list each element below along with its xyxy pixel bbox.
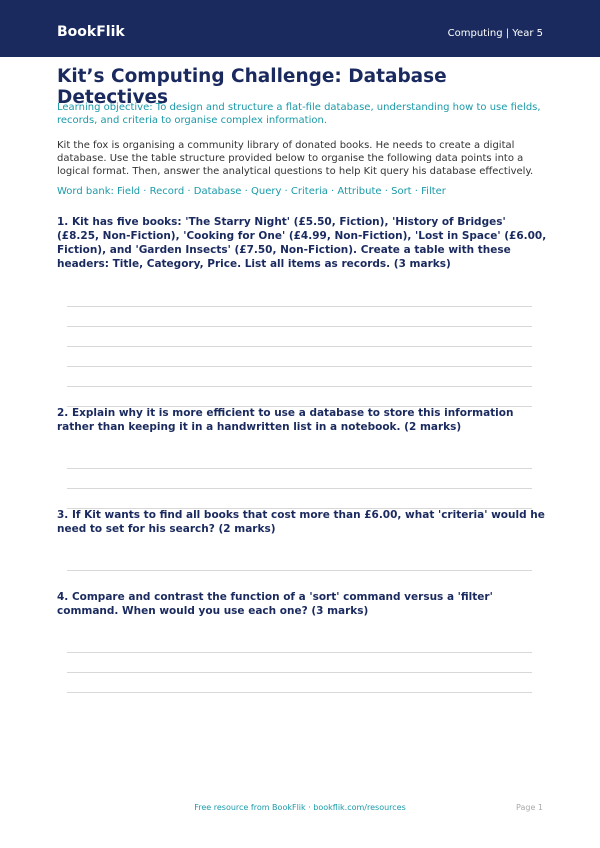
- answer-line-4-1[interactable]: [67, 652, 532, 653]
- word-bank: Word bank: Field · Record · Database · Query · Criteria · Attribute · Sort · Filter: [57, 186, 446, 197]
- subject-label: Computing | Year 5: [447, 28, 543, 39]
- answer-line-1-3[interactable]: [67, 346, 532, 347]
- answer-line-1-5[interactable]: [67, 386, 532, 387]
- answer-line-1-4[interactable]: [67, 366, 532, 367]
- page-title: Kit’s Computing Challenge: Database Detectives: [57, 66, 447, 108]
- answer-line-4-2[interactable]: [67, 672, 532, 673]
- answer-line-3-1[interactable]: [67, 570, 532, 571]
- answer-line-2-1[interactable]: [67, 468, 532, 469]
- page-number: Page 1: [516, 803, 543, 812]
- question-4: 4. Compare and contrast the function of a 'sort' command versus a 'filter' command. When would you use each one? (3 marks): [57, 591, 493, 617]
- answer-line-2-2[interactable]: [67, 488, 532, 489]
- question-2: 2. Explain why it is more efficient to use a database to store this information rather than keeping it in a handwritten list in a notebook. (2 marks): [57, 407, 514, 433]
- brand-logo: BookFlik: [57, 24, 125, 40]
- question-1: 1. Kit has five books: 'The Starry Night' (£5.50, Fiction), 'History of Bridges' (£8.25, Non-Fiction), 'Cooking for One' (£4.99, Non-Fiction), 'Lost in Space' (£6.00, Fiction), and 'Garden Insects' (£7.50, Non-Fiction). Create a table with these headers: Title, Category, Price. List all items as records. (3 marks): [57, 216, 547, 270]
- intro-paragraph: Kit the fox is organising a community library of donated books. He needs to create a digital database. Use the table structure provided below to organise the following data points into a logical format. Then, answer the analytical questions to help Kit query his database effectively.: [57, 140, 534, 177]
- answer-line-1-2[interactable]: [67, 326, 532, 327]
- question-3: 3. If Kit wants to find all books that cost more than £6.00, what 'criteria' would he need to set for his search? (2 marks): [57, 509, 545, 535]
- footer-resource-link[interactable]: Free resource from BookFlik · bookflik.com/resources: [194, 803, 406, 812]
- answer-line-4-3[interactable]: [67, 692, 532, 693]
- page-header: [0, 0, 600, 57]
- answer-line-1-1[interactable]: [67, 306, 532, 307]
- learning-objective: Learning objective: To design and structure a flat-file database, understanding how to use fields, records, and criteria to organise complex information.: [57, 102, 541, 126]
